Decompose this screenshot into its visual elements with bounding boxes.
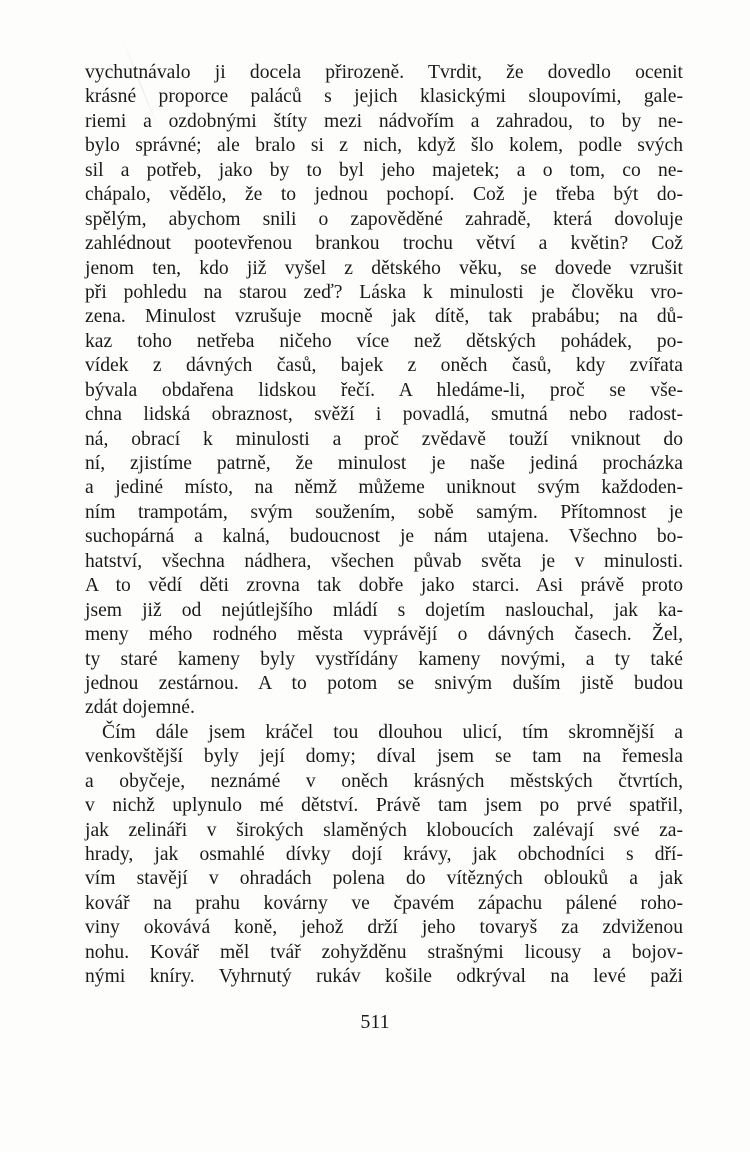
text-line: jsem již od nejútlejšího mládí s dojetím naslouchal, jak ka- (85, 599, 683, 621)
paragraph-1 (85, 61, 683, 721)
text-line: zahlédnout pootevřenou brankou trochu větví a květin? Což (85, 233, 683, 255)
text-line: vychutnávalo ji docela přirozeně. Tvrdit, že dovedlo ocenit (85, 62, 683, 83)
text-line: meny mého rodného města vyprávějí o dávných časech. Žel, (85, 624, 683, 646)
text-line: ní, zjistíme patrně, že minulost je naše jediná procházka (85, 453, 683, 474)
text-line: viny okovává koně, jehož drží jeho tovaryš za zdviženou (85, 917, 683, 939)
text-line: Čím dále jsem kráčel tou dlouhou ulicí, tím skromnější a (102, 721, 683, 743)
text-line: nými kníry. Vyhrnutý rukáv košile odkrýval na levé paži (85, 966, 683, 988)
text-line: ná, obrací k minulosti a proč zvědavě touží vniknout do (85, 428, 683, 450)
text-line: bylo správné; ale bralo si z nich, když šlo kolem, podle svých (85, 135, 683, 157)
body-text (85, 61, 683, 990)
text-line: sil a potřeb, jako by to byl jeho majetek; a o tom, co ne- (85, 159, 683, 181)
text-line: krásné proporce paláců s jejich klasickými sloupovími, gale- (85, 86, 683, 108)
text-line: suchopárná a kalná, budoucnost je nám utajena. Všechno bo- (85, 526, 683, 548)
text-line: jak zelináři v širokých slaměných kloboucích zalévají své za- (85, 819, 683, 841)
text-line: a jediné místo, na němž můžeme uniknout svým každoden- (85, 477, 683, 499)
text-line: nohu. Kovář měl tvář zohyžděnu strašnými licousy a bojov- (85, 941, 683, 963)
text-line: A to vědí děti zrovna tak dobře jako starci. Asi právě proto (85, 575, 683, 597)
paragraph-2 (85, 721, 683, 990)
text-line: kaz toho netřeba ničeho více než dětských pohádek, po- (85, 330, 683, 352)
text-line: spělým, abychom snili o zapověděné zahradě, která dovoluje (85, 208, 683, 230)
text-line: riemi a ozdobnými štíty mezi nádvořím a zahradou, to by ne- (85, 110, 683, 132)
text-line: a obyčeje, neznámé v oněch krásných městských čtvrtích, (85, 770, 683, 792)
text-line: v nichž uplynulo mé dětství. Právě tam jsem po prvé spatřil, (85, 795, 683, 817)
text-line: vím stavějí v ohradách polena do vítězných oblouků a jak (85, 868, 683, 890)
text-line: venkovštější byly její domy; díval jsem se tam na řemesla (85, 746, 683, 768)
text-line: ty staré kameny byly vystřídány kameny novými, a ty také (85, 648, 683, 670)
text-line: zdát dojemné. (85, 697, 195, 719)
text-line: bývala obdařena lidskou řečí. A hledáme-li, proč se vše- (85, 379, 683, 401)
text-line: ním trampotám, svým soužením, sobě samým. Přítomnost je (85, 501, 683, 523)
page-number: 511 (360, 1011, 390, 1033)
text-line: hrady, jak osmahlé dívky dojí krávy, jak obchodníci s dří- (85, 844, 683, 865)
text-line: jednou zestárnou. A to potom se snivým duším jistě budou (85, 672, 683, 694)
text-line: chna lidská obraznost, svěží i povadlá, smutná nebo radost- (85, 404, 683, 426)
text-line: kovář na prahu kovárny ve čpavém zápachu pálené roho- (85, 892, 683, 914)
text-line: vídek z dávných časů, bajek z oněch časů, kdy zvířata (85, 355, 683, 377)
text-line: hatství, všechna nádhera, všechen půvab světa je v minulosti. (85, 550, 683, 572)
text-line: chápalo, vědělo, že to jednou pochopí. Což je třeba být do- (85, 184, 683, 206)
text-line: zena. Minulost vzrušuje mocně jak dítě, tak prabábu; na dů- (85, 306, 683, 328)
text-line: jenom ten, kdo již vyšel z dětského věku, se dovede vzrušit (85, 257, 683, 279)
text-line: při pohledu na starou zeď? Láska k minulosti je člověku vro- (85, 281, 683, 303)
